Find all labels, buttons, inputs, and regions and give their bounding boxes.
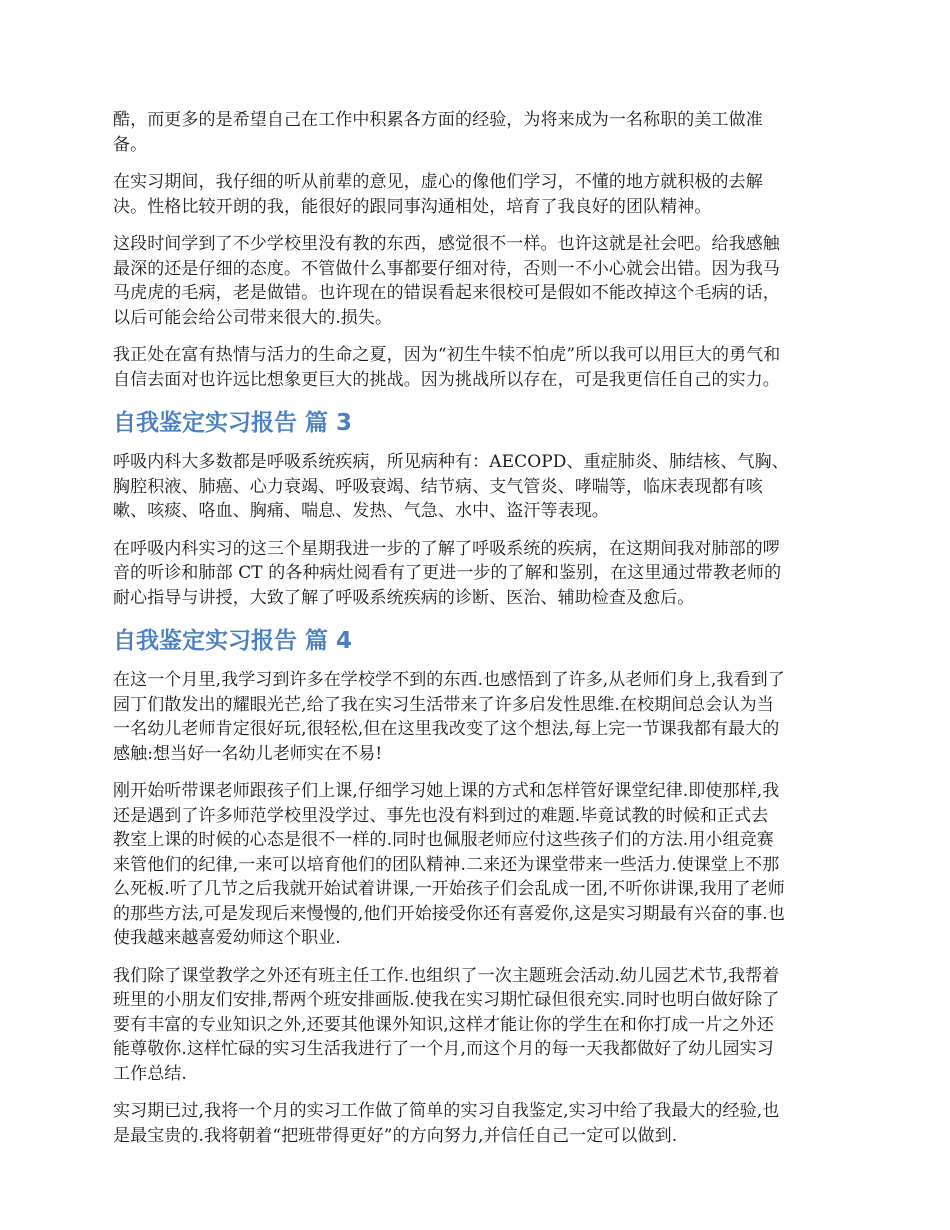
paragraph-line: 园丁们散发出的耀眼光芒,给了我在实习生活带来了许多启发性思维.在校期间总会认为当	[113, 694, 774, 715]
paragraph-line: 班里的小朋友们安排,帮两个班安排画版.使我在实习期忙碌但很充实.同时也明白做好除了	[113, 990, 780, 1010]
paragraph-line: 我正处在富有热情与活力的生命之夏，因为“初生牛犊不怕虎”所以我可以用巨大的勇气和	[113, 345, 781, 365]
paragraph-line: 胸腔积液、肺癌、心力衰竭、呼吸衰竭、结节病、支气管炎、哮喘等，临床表现都有咳	[113, 476, 763, 497]
paragraph-line: 这段时间学到了不少学校里没有教的东西，感觉很不一样。也许这就是社会吧。给我感触	[113, 234, 780, 254]
paragraph-line: 能尊敬你.这样忙碌的实习生活我进行了一个月,而这个月的每一天我都做好了幼儿园实习	[113, 1039, 774, 1059]
paragraph-line: 以后可能会给公司带来很大的.损失。	[113, 307, 393, 328]
paragraph	[113, 964, 838, 1087]
paragraph-line: 实习期已过,我将一个月的实习工作做了简单的实习自我鉴定,实习中给了我最大的经验,也	[113, 1101, 780, 1121]
document-page	[113, 108, 838, 1161]
paragraph	[113, 343, 838, 392]
paragraph-line: 来管他们的纪律,一来可以培育他们的团队精神.二来还为课堂带来一些活力.使课堂上不那	[113, 854, 780, 875]
paragraph	[113, 450, 838, 524]
paragraph-line: 耐心指导与讲授，大致了解了呼吸系统疾病的诊断、医治、辅助检查及愈后。	[113, 587, 695, 608]
section-part-4	[113, 626, 838, 1148]
paragraph	[113, 232, 838, 330]
paragraph-line: 备。	[113, 134, 148, 155]
paragraph-line: 嗽、咳痰、咯血、胸痛、喘息、发热、气急、水中、盗汗等表现。	[113, 501, 609, 521]
paragraph-line: 是最宝贵的.我将朝着“把班带得更好”的方向努力,并信任自己一定可以做到.	[113, 1125, 678, 1146]
paragraph-line: 使我越来越喜爱幼师这个职业.	[113, 928, 341, 948]
paragraph-line: 在这一个月里,我学习到许多在学校学不到的东西.也感悟到了许多,从老师们身上,我看到了	[113, 670, 785, 690]
paragraph-line: 自信去面对也许远比想象更巨大的挑战。因为挑战所以存在，可是我更信任自己的实力。	[113, 369, 780, 390]
paragraph-line: 在呼吸内科实习的这三个星期我进一步的了解了呼吸系统的疾病，在这期间我对肺部的啰	[113, 538, 780, 559]
paragraph-line: 感触:想当好一名幼儿老师实在不易!	[113, 743, 383, 764]
paragraph-line: 呼吸内科大多数都是呼吸系统疾病，所见病种有：AECOPD、重症肺炎、肺结核、气胸、	[113, 452, 789, 472]
paragraph-line: 么死板.听了几节之后我就开始试着讲课,一开始孩子们会乱成一团,不听你讲课,我用了老师	[113, 879, 785, 899]
paragraph-line: 我们除了课堂教学之外还有班主任工作.也组织了一次主题班会活动.幼儿园艺术节,我帮着	[113, 965, 780, 986]
paragraph	[113, 1099, 838, 1148]
paragraph	[113, 779, 838, 951]
section-intro	[113, 108, 838, 392]
paragraph-line: 最深的还是仔细的态度。不管做什么事都要仔细对待，否则一不小心就会出错。因为我马	[113, 258, 780, 279]
paragraph-line: 还是遇到了许多师范学校里没学过、事先也没有料到过的难题.毕竟试教的时候和正式去	[113, 805, 769, 826]
section-heading: 自我鉴定实习报告 篇 4	[113, 628, 353, 654]
paragraph-line: 刚开始听带课老师跟孩子们上课,仔细学习她上课的方式和怎样管好课堂纪律.即使那样,我	[113, 781, 780, 801]
paragraph	[113, 537, 838, 611]
paragraph-line: 教室上课的时候的心态是很不一样的.同时也佩服老师应付这些孩子们的方法.用小组竞赛	[113, 830, 774, 850]
paragraph-line: 决。性格比较开朗的我，能很好的跟同事沟通相处，培育了我良好的团队精神。	[113, 196, 712, 217]
paragraph-line: 音的听诊和肺部 CT 的各种病灶阅看有了更进一步的了解和鉴别，在这里通过带教老师的	[113, 563, 782, 583]
paragraph-line: 酷，而更多的是希望自己在工作中积累各方面的经验，为将来成为一名称职的美工做准	[113, 110, 763, 130]
paragraph-line: 要有丰富的专业知识之外,还要其他课外知识,这样才能让你的学生在和你打成一片之外还	[113, 1014, 774, 1035]
paragraph	[113, 108, 838, 157]
paragraph	[113, 170, 838, 219]
paragraph-line: 马虎虎的毛病，老是做错。也许现在的错误看起来很校可是假如不能改掉这个毛病的话，	[113, 283, 780, 303]
paragraph-line: 一名幼儿老师肯定很好玩,很轻松,但在这里我改变了这个想法,每上完一节课我都有最大的	[113, 719, 780, 739]
paragraph-line: 工作总结.	[113, 1063, 187, 1084]
paragraph-line: 的那些方法,可是发现后来慢慢的,他们开始接受你还有喜爱你,这是实习期最有兴奋的事.也	[113, 903, 785, 924]
section-heading: 自我鉴定实习报告 篇 3	[113, 410, 353, 436]
section-part-3	[113, 408, 838, 610]
paragraph-line: 在实习期间，我仔细的听从前辈的意见，虚心的像他们学习，不懂的地方就积极的去解	[113, 172, 763, 192]
paragraph	[113, 668, 838, 766]
